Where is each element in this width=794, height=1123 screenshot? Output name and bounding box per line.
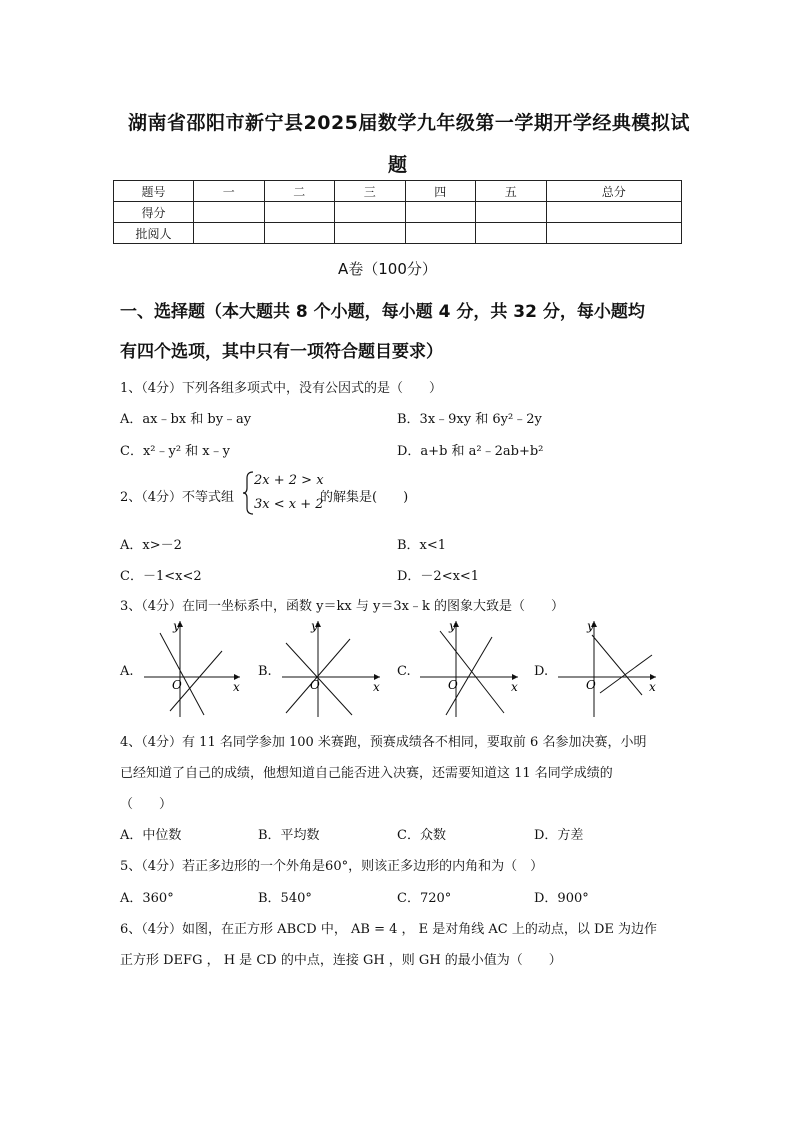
question-1-option-c: C．x²﹣y² 和 x﹣y: [120, 444, 230, 459]
table-cell: [405, 223, 476, 244]
question-4-option-a: A．中位数: [120, 828, 182, 843]
question-4-line3: （ ）: [120, 797, 173, 812]
question-1-option-a: A．ax﹣bx 和 by﹣ay: [120, 412, 252, 427]
question-4-option-b: B．平均数: [258, 828, 320, 843]
table-cell: 四: [405, 181, 476, 202]
table-cell: [546, 202, 682, 223]
question-6-line2: 正方形 DEFG ， H 是 CD 的中点，连接 GH ，则 GH 的最小值为（ ）: [120, 953, 562, 968]
table-cell: 五: [476, 181, 547, 202]
table-row: [114, 223, 682, 244]
question-2-stem-suffix: 的解集是( ): [320, 490, 409, 505]
graph-b: [278, 617, 384, 721]
question-3-stem: 3、（4分）在同一坐标系中，函数 y＝kx 与 y＝3x﹣k 的图象大致是（ ）: [120, 599, 564, 614]
question-4-line1: 4、（4分）有 11 名同学参加 100 米赛跑，预赛成绩各不相同，要取前 6 名参加决赛，小明: [120, 735, 647, 750]
x-axis-label: x: [649, 680, 656, 694]
table-cell: 一: [194, 181, 265, 202]
y-axis-label: y: [449, 619, 456, 633]
question-1-option-d: D．a+b 和 a²﹣2ab+b²: [397, 444, 544, 459]
y-axis-label: y: [311, 619, 318, 633]
volume-label: A卷（100分）: [338, 260, 437, 278]
question-5-option-c: C．720°: [397, 891, 452, 906]
origin-label: O: [586, 678, 596, 692]
question-6-line1: 6、（4分）如图，在正方形 ABCD 中， AB = 4 ， E 是对角线 AC 上的动点，以 DE 为边作: [120, 922, 658, 937]
inequality-1: 2x + 2 > x: [254, 473, 324, 488]
graph-a: [140, 617, 244, 721]
graph-c: [416, 617, 522, 721]
table-cell: [194, 223, 265, 244]
table-cell: [476, 202, 547, 223]
x-axis-label: x: [373, 680, 380, 694]
question-5-option-d: D．900°: [534, 891, 589, 906]
table-cell: [476, 223, 547, 244]
table-cell: [335, 202, 406, 223]
table-cell: [264, 223, 335, 244]
question-5-option-b: B．540°: [258, 891, 312, 906]
x-axis-label: x: [511, 680, 518, 694]
origin-label: O: [310, 678, 320, 692]
table-cell: [194, 202, 265, 223]
question-2-option-b: B．x<1: [397, 538, 447, 553]
question-4-option-c: C．众数: [397, 828, 446, 843]
question-4-option-d: D．方差: [534, 828, 584, 843]
origin-label: O: [172, 678, 182, 692]
table-cell: 二: [264, 181, 335, 202]
x-axis-label: x: [233, 680, 240, 694]
table-cell: [405, 202, 476, 223]
table-cell: [546, 223, 682, 244]
table-cell: 得分: [114, 202, 194, 223]
table-cell: 题号: [114, 181, 194, 202]
y-axis-label: y: [173, 619, 180, 633]
origin-label: O: [448, 678, 458, 692]
question-2-option-a: A．x>－2: [120, 538, 182, 553]
table-cell: [335, 223, 406, 244]
inequality-2: 3x < x + 2: [254, 497, 324, 512]
question-3-option-c: C.: [397, 664, 411, 679]
question-2-option-c: C．－1<x<2: [120, 569, 202, 584]
table-cell: 三: [335, 181, 406, 202]
y-axis-label: y: [587, 619, 594, 633]
question-2-option-d: D．－2<x<1: [397, 569, 480, 584]
question-3-option-a: A.: [120, 664, 134, 679]
table-cell: [264, 202, 335, 223]
question-3-option-d: D.: [534, 664, 549, 679]
section-heading-line2: 有四个选项，其中只有一项符合题目要求）: [120, 342, 443, 362]
table-row: [114, 202, 682, 223]
question-3-option-b: B.: [258, 664, 272, 679]
question-5-stem: 5、（4分）若正多边形的一个外角是60°，则该正多边形的内角和为（ ）: [120, 859, 544, 874]
score-table-header-row: [114, 181, 682, 202]
section-heading-line1: 一、选择题（本大题共 8 个小题，每小题 4 分，共 32 分，每小题均: [120, 302, 645, 322]
page-title-line2: 题: [388, 154, 408, 176]
table-cell: 批阅人: [114, 223, 194, 244]
graph-d: [554, 617, 660, 721]
page-title-line1: 湖南省邵阳市新宁县2025届数学九年级第一学期开学经典模拟试: [128, 112, 690, 134]
question-5-option-a: A．360°: [120, 891, 174, 906]
question-4-line2: 已经知道了自己的成绩，他想知道自己能否进入决赛，还需要知道这 11 名同学成绩的: [120, 766, 613, 781]
question-2-stem-prefix: 2、（4分）不等式组: [120, 490, 235, 505]
question-1-stem: 1、（4分）下列各组多项式中，没有公因式的是（ ）: [120, 381, 443, 396]
table-cell: 总分: [546, 181, 682, 202]
question-1-option-b: B．3x﹣9xy 和 6y²﹣2y: [397, 412, 542, 427]
score-table: [113, 180, 682, 244]
